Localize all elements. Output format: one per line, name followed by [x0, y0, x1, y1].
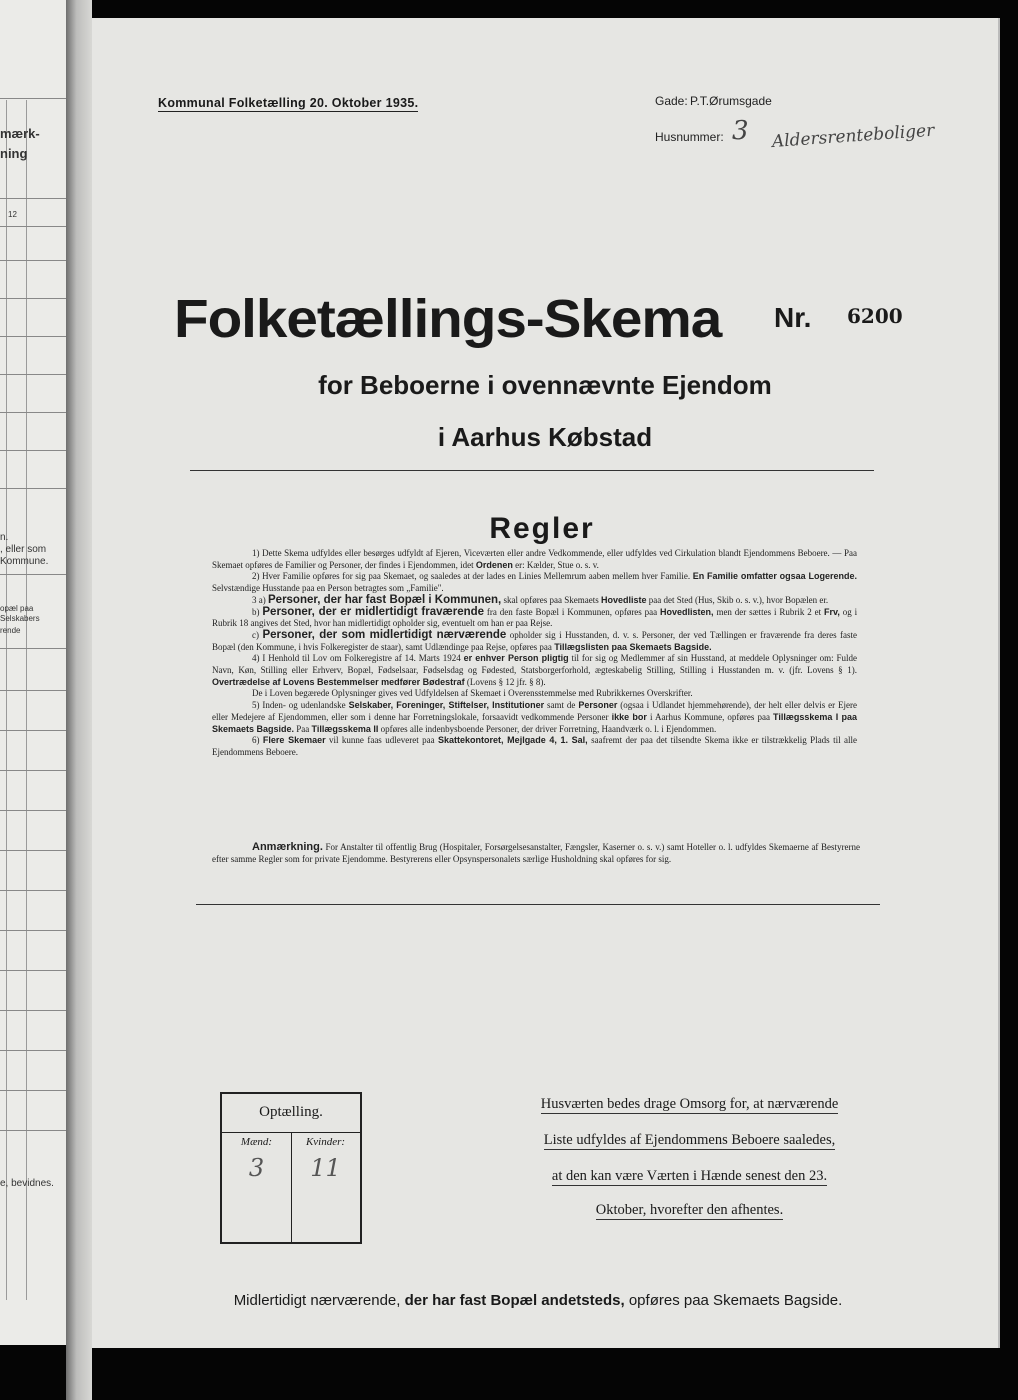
left-page-rule: [0, 1010, 66, 1011]
street-value: P.T.Ørumsgade: [690, 94, 772, 108]
left-page-rule: [0, 930, 66, 931]
left-page-rule: [0, 1090, 66, 1091]
left-page-rule: [0, 810, 66, 811]
left-page-fragment: ning: [0, 146, 28, 161]
left-page-rule: [0, 1130, 66, 1131]
left-page-rule: [0, 648, 66, 649]
rule-6: 6) Flere Skemaer vil kunne faas udleveret paa Skattekontoret, Mejlgade 4, 1. Sal, saafremt der paa det tilsendte Skema ikke er tilstrækkelig Plads til alle Ejendommens Beboere.: [212, 735, 857, 757]
men-label: Mænd:: [240, 1136, 273, 1148]
rule-3b: b) Personer, der er midlertidigt fraværende fra den faste Bopæl i Kommunen, opføres paa Hovedlisten, men der sættes i Rubrik 2 et Frv, og i Rubrik 18 angives det Sted, hvor han midlertidigt opholder sig, eventuelt om han er paa Rejse.: [212, 605, 858, 629]
form-subtitle-city: i Aarhus Købstad: [437, 422, 653, 452]
left-page-fragment: mærk-: [0, 126, 40, 141]
left-page-column-line: [6, 100, 7, 1300]
count-box-divider: [291, 1132, 292, 1242]
rule-3c: c) Personer, der som midlertidigt nærværende opholder sig i Husstanden, d. v. s. Personer, der ved Tællingen er fraværende fra deres faste Bopæl (den Kommune, i hvis Folkeregister de staar), samt Udlændinge paa Rejse, opføres paa Tillægslisten paa Skemaets Bagside.: [212, 628, 858, 652]
left-page-rule: [0, 690, 66, 691]
notice-line-2: Liste udfyldes af Ejendommens Beboere saaledes,: [543, 1132, 836, 1148]
left-page-rule: [0, 450, 66, 451]
left-page-rule: [0, 98, 66, 99]
street-label: Gade:: [655, 94, 688, 108]
left-page-fragment: e, bevidnes.: [0, 1178, 54, 1189]
notice-line-3: at den kan være Værten i Hænde senest den 23.: [551, 1168, 828, 1184]
book-gutter: [66, 0, 92, 1400]
form-title: Folketællings-Skema: [174, 289, 722, 349]
left-page-fragment: opæl paa: [0, 604, 34, 613]
annotation-text: For Anstalter til offentlig Brug (Hospitaler, Forsørgelsesanstalter, Fængsler, Kaserner o. s. v.) samt Hoteller o. l. udfyldes Skemaerne af Bestyrerne efter samme Regler som for private Ejendomme. Bestyrerens eller Opsynspersonalets særlige Husholdning skal opføres for sig.: [212, 842, 861, 864]
footer-instruction: Midlertidigt nærværende, der har fast Bopæl andetsteds, opføres paa Skemaets Bagside.: [233, 1292, 843, 1309]
left-page-rule: [0, 488, 66, 489]
left-page-fragment: , eller som: [0, 544, 47, 555]
left-page-edge: [0, 0, 67, 1345]
handwritten-note: Aldersrenteboliger: [771, 120, 935, 152]
count-box: [220, 1092, 362, 1244]
left-page-rule: [0, 574, 66, 575]
left-page-rule: [0, 970, 66, 971]
men-count: 3: [248, 1154, 265, 1182]
house-number-label: Husnummer:: [655, 130, 724, 144]
left-page-rule: [0, 336, 66, 337]
count-box-title: Optælling.: [259, 1104, 323, 1120]
house-number-value: 3: [732, 116, 749, 146]
left-page-rule: [0, 198, 66, 199]
form-subtitle: for Beboerne i ovennævnte Ejendom: [318, 370, 772, 400]
title-divider: [190, 470, 874, 471]
rule-4: 4) I Henhold til Lov om Folkeregistre af 14. Marts 1924 er enhver Person pligtig til for sig og Medlemmer af sin Husstand, at meddele Oplysninger om: Fulde Navn, Køn, Stilling eller Erhverv, Bopæl, Fødselsaar, Fødselsdag og Fødested, Statsborgerforhold, ægteskabelig Stilling, Stilling i Husstanden m. v. (jfr. Lovens § 1). Overtrædelse af Lovens Bestemmelser medfører Bødestraf (Lovens § 12 jfr. § 8).: [212, 653, 858, 687]
rules-heading: Regler: [489, 512, 595, 545]
left-page-rule: [0, 374, 66, 375]
left-page-rule: [0, 850, 66, 851]
left-page-fragment: n.: [0, 532, 9, 543]
form-number-value: 6200: [847, 304, 903, 328]
left-page-fragment: Kommune.: [0, 556, 49, 567]
notice-line-1: Husværten bedes drage Omsorg for, at nærværende: [540, 1096, 839, 1112]
rule-5: 5) Inden- og udenlandske Selskaber, Foreninger, Stiftelser, Institutioner samt de Personer (ogsaa i Udlandet hjemmehørende), der helt eller delvis er Ejere eller Medejere af Ejendommen, eller som i denne har Forretningslokale, forsaavidt vedkommende Personer ikke bor i Aarhus Kommune, opføres paa Tillægsskema I paa Skemaets Bagside. Paa Tillægsskema II opføres alle indenbysboende Personer, der driver Forretning, Haandværk o. l. i Ejendommen.: [212, 700, 858, 734]
rules-text: [212, 548, 857, 759]
rule-2: 2) Hver Familie opføres for sig paa Skemaet, og saaledes at der lades en Linies Mellemrum aaben mellem hver Familie. En Familie omfatter ogsaa Logerende. Selvstændige Husstande paa en Person betragtes som „Familie".: [212, 571, 857, 594]
census-header-title: Kommunal Folketælling 20. Oktober 1935.: [158, 96, 419, 110]
left-page-rule: [0, 1050, 66, 1051]
rule-1: 1) Dette Skema udfyldes eller besørges udfyldt af Ejeren, Viceværten eller andre Vedkommende, eller udfyldes ved Cirkulation blandt Ejendommens Beboere. — Paa Skemaet opføres de Familier og Personer, der findes i Ejendommen, idet Ordenen er: Kælder, Stue o. s. v.: [212, 548, 857, 570]
note-divider: [196, 904, 880, 905]
left-page-rule: [0, 730, 66, 731]
census-form-page: [92, 18, 1000, 1348]
women-count: 11: [310, 1154, 341, 1182]
left-page-fragment: Selskabers: [0, 614, 40, 623]
left-page-rule: [0, 260, 66, 261]
left-page-rule: [0, 890, 66, 891]
left-page-column-line: [26, 100, 27, 1300]
left-page-rule: [0, 770, 66, 771]
left-page-rule: [0, 298, 66, 299]
left-page-fragment: 12: [8, 210, 17, 219]
annotation-label: Anmærkning.: [252, 841, 323, 853]
left-page-rule: [0, 412, 66, 413]
women-label: Kvinder:: [305, 1136, 346, 1148]
left-page-fragment: rende: [0, 626, 21, 635]
notice-line-4: Oktober, hvorefter den afhentes.: [595, 1202, 784, 1218]
rule-4b: De i Loven begærede Oplysninger gives ved Udfyldelsen af Skemaet i Overensstemmelse med Rubrikkernes Overskrifter.: [252, 688, 693, 699]
annotation-note: [212, 842, 860, 865]
rule-3a: 3 a) Personer, der har fast Bopæl i Kommunen, skal opføres paa Skemaets Hovedliste paa det Sted (Hus, Skib o. s. v.), hvor Bopælen er.: [252, 593, 829, 606]
form-number-label: Nr.: [774, 302, 812, 333]
left-page-rule: [0, 226, 66, 227]
